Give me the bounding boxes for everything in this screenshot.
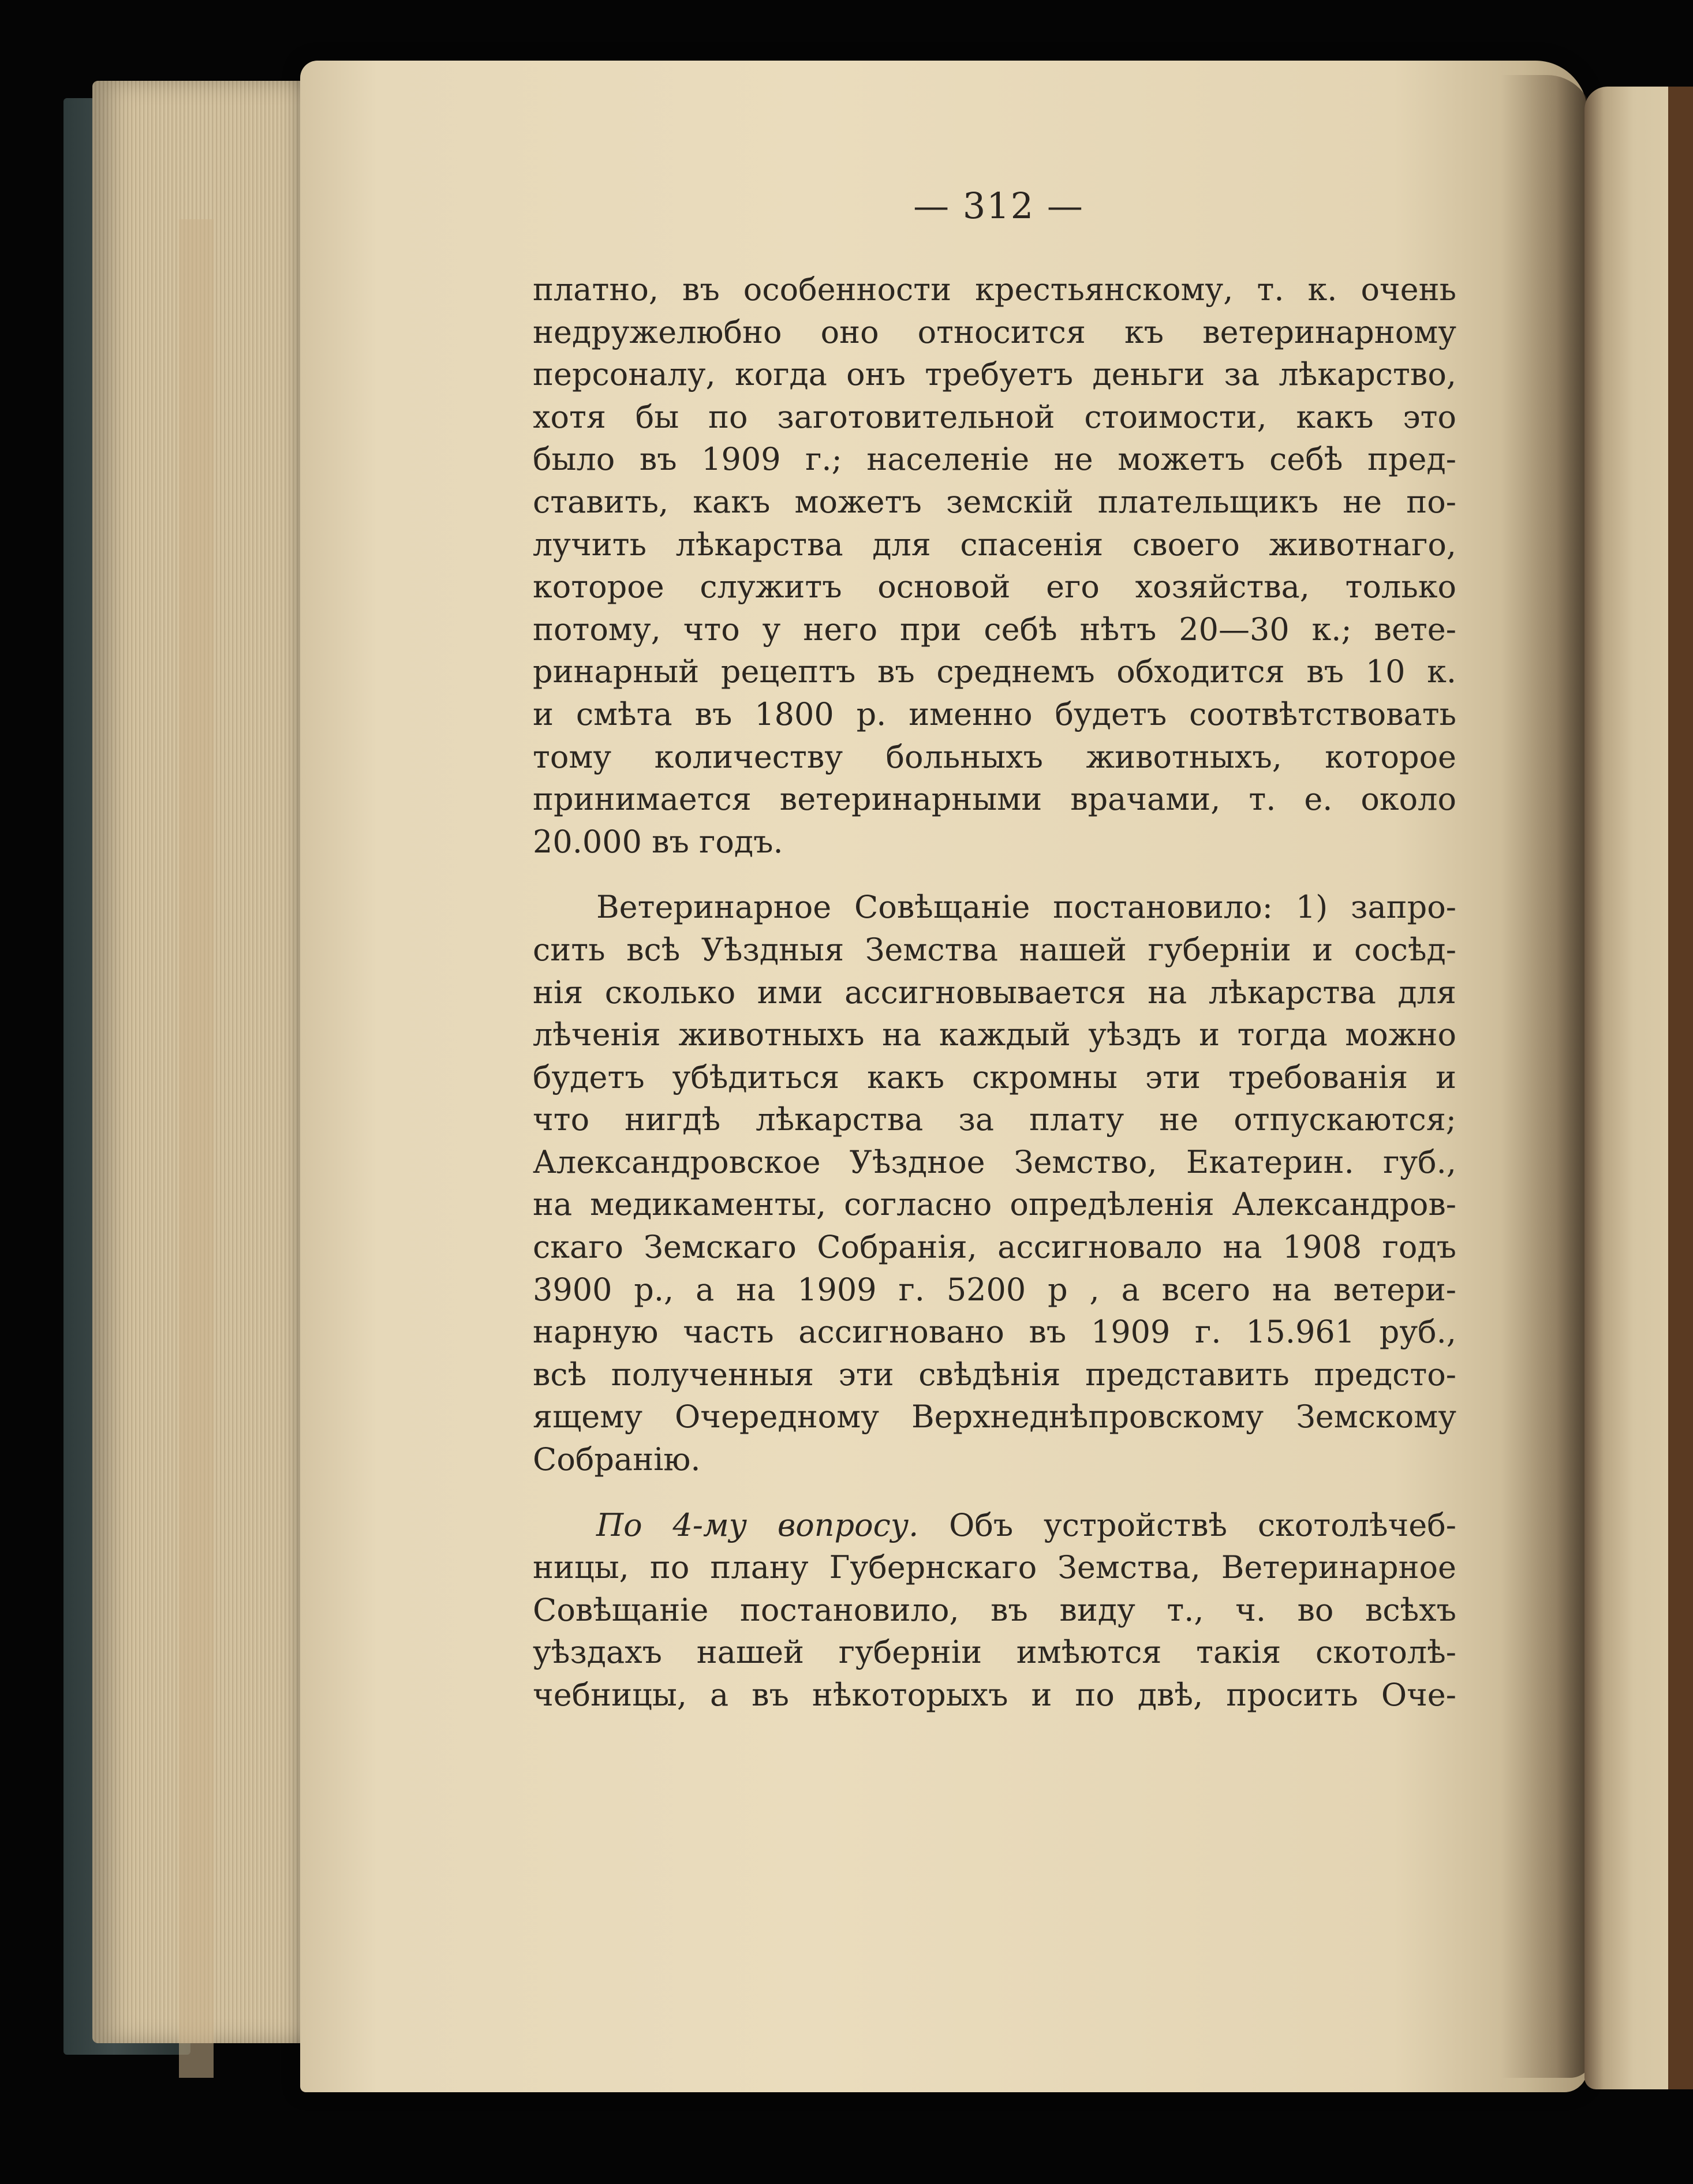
section-lead-italic: По 4-му вопросу. — [596, 1506, 919, 1543]
text-line: что нигдѣ лѣкарства за плату не отпускаются; — [533, 1101, 1456, 1138]
text-line: нарную часть ассигновано въ 1909 г. 15.961 руб., — [533, 1314, 1456, 1351]
text-line-lead — [533, 1504, 1456, 1547]
text-line: сить всѣ Уѣздныя Земства нашей губерніи и сосѣд- — [533, 931, 1456, 968]
text-line: на медикаменты, согласно опредѣленія Александров- — [533, 1186, 1456, 1223]
text-line: персоналу, когда онъ требуетъ деньги за лѣкарство, — [533, 356, 1456, 393]
book-edge-right — [1668, 87, 1693, 2089]
text-line: ринарный рецептъ въ среднемъ обходится въ 10 к. — [533, 653, 1456, 690]
text-line: уѣздахъ нашей губерніи имѣются такія скотолѣ- — [533, 1634, 1456, 1671]
text-line: лучить лѣкарства для спасенія своего животнаго, — [533, 526, 1456, 563]
paragraph-gap — [533, 1481, 1456, 1504]
text-line: ставить, какъ можетъ земскій плательщикъ не по- — [533, 483, 1456, 520]
text-line: потому, что у него при себѣ нѣтъ 20—30 к.; вете- — [533, 611, 1456, 648]
text-line: Александровское Уѣздное Земство, Екатерин. губ., — [533, 1143, 1456, 1180]
text-line: 20.000 въ годъ. — [533, 823, 783, 860]
text-line: скаго Земскаго Собранія, ассигновало на 1908 годъ — [533, 1229, 1456, 1266]
text-line: тому количеству больныхъ животныхъ, которое — [533, 738, 1456, 775]
text-line: Ветеринарное Совѣщаніе постановило: 1) запро- — [596, 889, 1456, 926]
text-line: недружелюбно оно относится къ ветеринарному — [533, 313, 1456, 350]
text-line: было въ 1909 г.; населеніе не можетъ себѣ пред- — [533, 441, 1456, 478]
text-line: принимается ветеринарными врачами, т. е. около — [533, 781, 1456, 818]
text-line: чебницы, а въ нѣкоторыхъ и по двѣ, просить Оче- — [533, 1677, 1456, 1713]
page-stack-shadow — [179, 219, 214, 2078]
text-line: хотя бы по заготовительной стоимости, какъ это — [533, 398, 1456, 435]
text-line: нія сколько ими ассигновывается на лѣкарства для — [533, 974, 1456, 1011]
page-number: — 312 — — [913, 185, 1084, 227]
text-line: Совѣщаніе постановило, въ виду т., ч. во всѣхъ — [533, 1591, 1456, 1628]
paragraph-gap — [533, 863, 1456, 886]
page-stack-edge — [92, 81, 335, 2043]
text-line: всѣ полученныя эти свѣдѣнія представить предсто- — [533, 1356, 1456, 1393]
section-lead-rest: Объ устройствѣ скотолѣчеб- — [918, 1506, 1456, 1543]
spine-gutter-shadow — [1501, 75, 1593, 2078]
page-body-text — [533, 268, 1456, 1716]
text-line: которое служитъ основой его хозяйства, только — [533, 569, 1456, 605]
text-line: ящему Очередному Верхнеднѣпровскому Земскому — [533, 1398, 1456, 1435]
text-line: 3900 р., а на 1909 г. 5200 р , а всего на ветери- — [533, 1271, 1456, 1308]
text-line: Собранію. — [533, 1441, 701, 1478]
text-line: ницы, по плану Губернскаго Земства, Ветеринарное — [533, 1549, 1456, 1586]
text-line: будетъ убѣдиться какъ скромны эти требованія и — [533, 1059, 1456, 1095]
text-line: платно, въ особенности крестьянскому, т. к. очень — [533, 271, 1456, 308]
text-line: и смѣта въ 1800 р. именно будетъ соотвѣтствовать — [533, 695, 1456, 732]
text-line: лѣченія животныхъ на каждый уѣздъ и тогда можно — [533, 1016, 1456, 1053]
